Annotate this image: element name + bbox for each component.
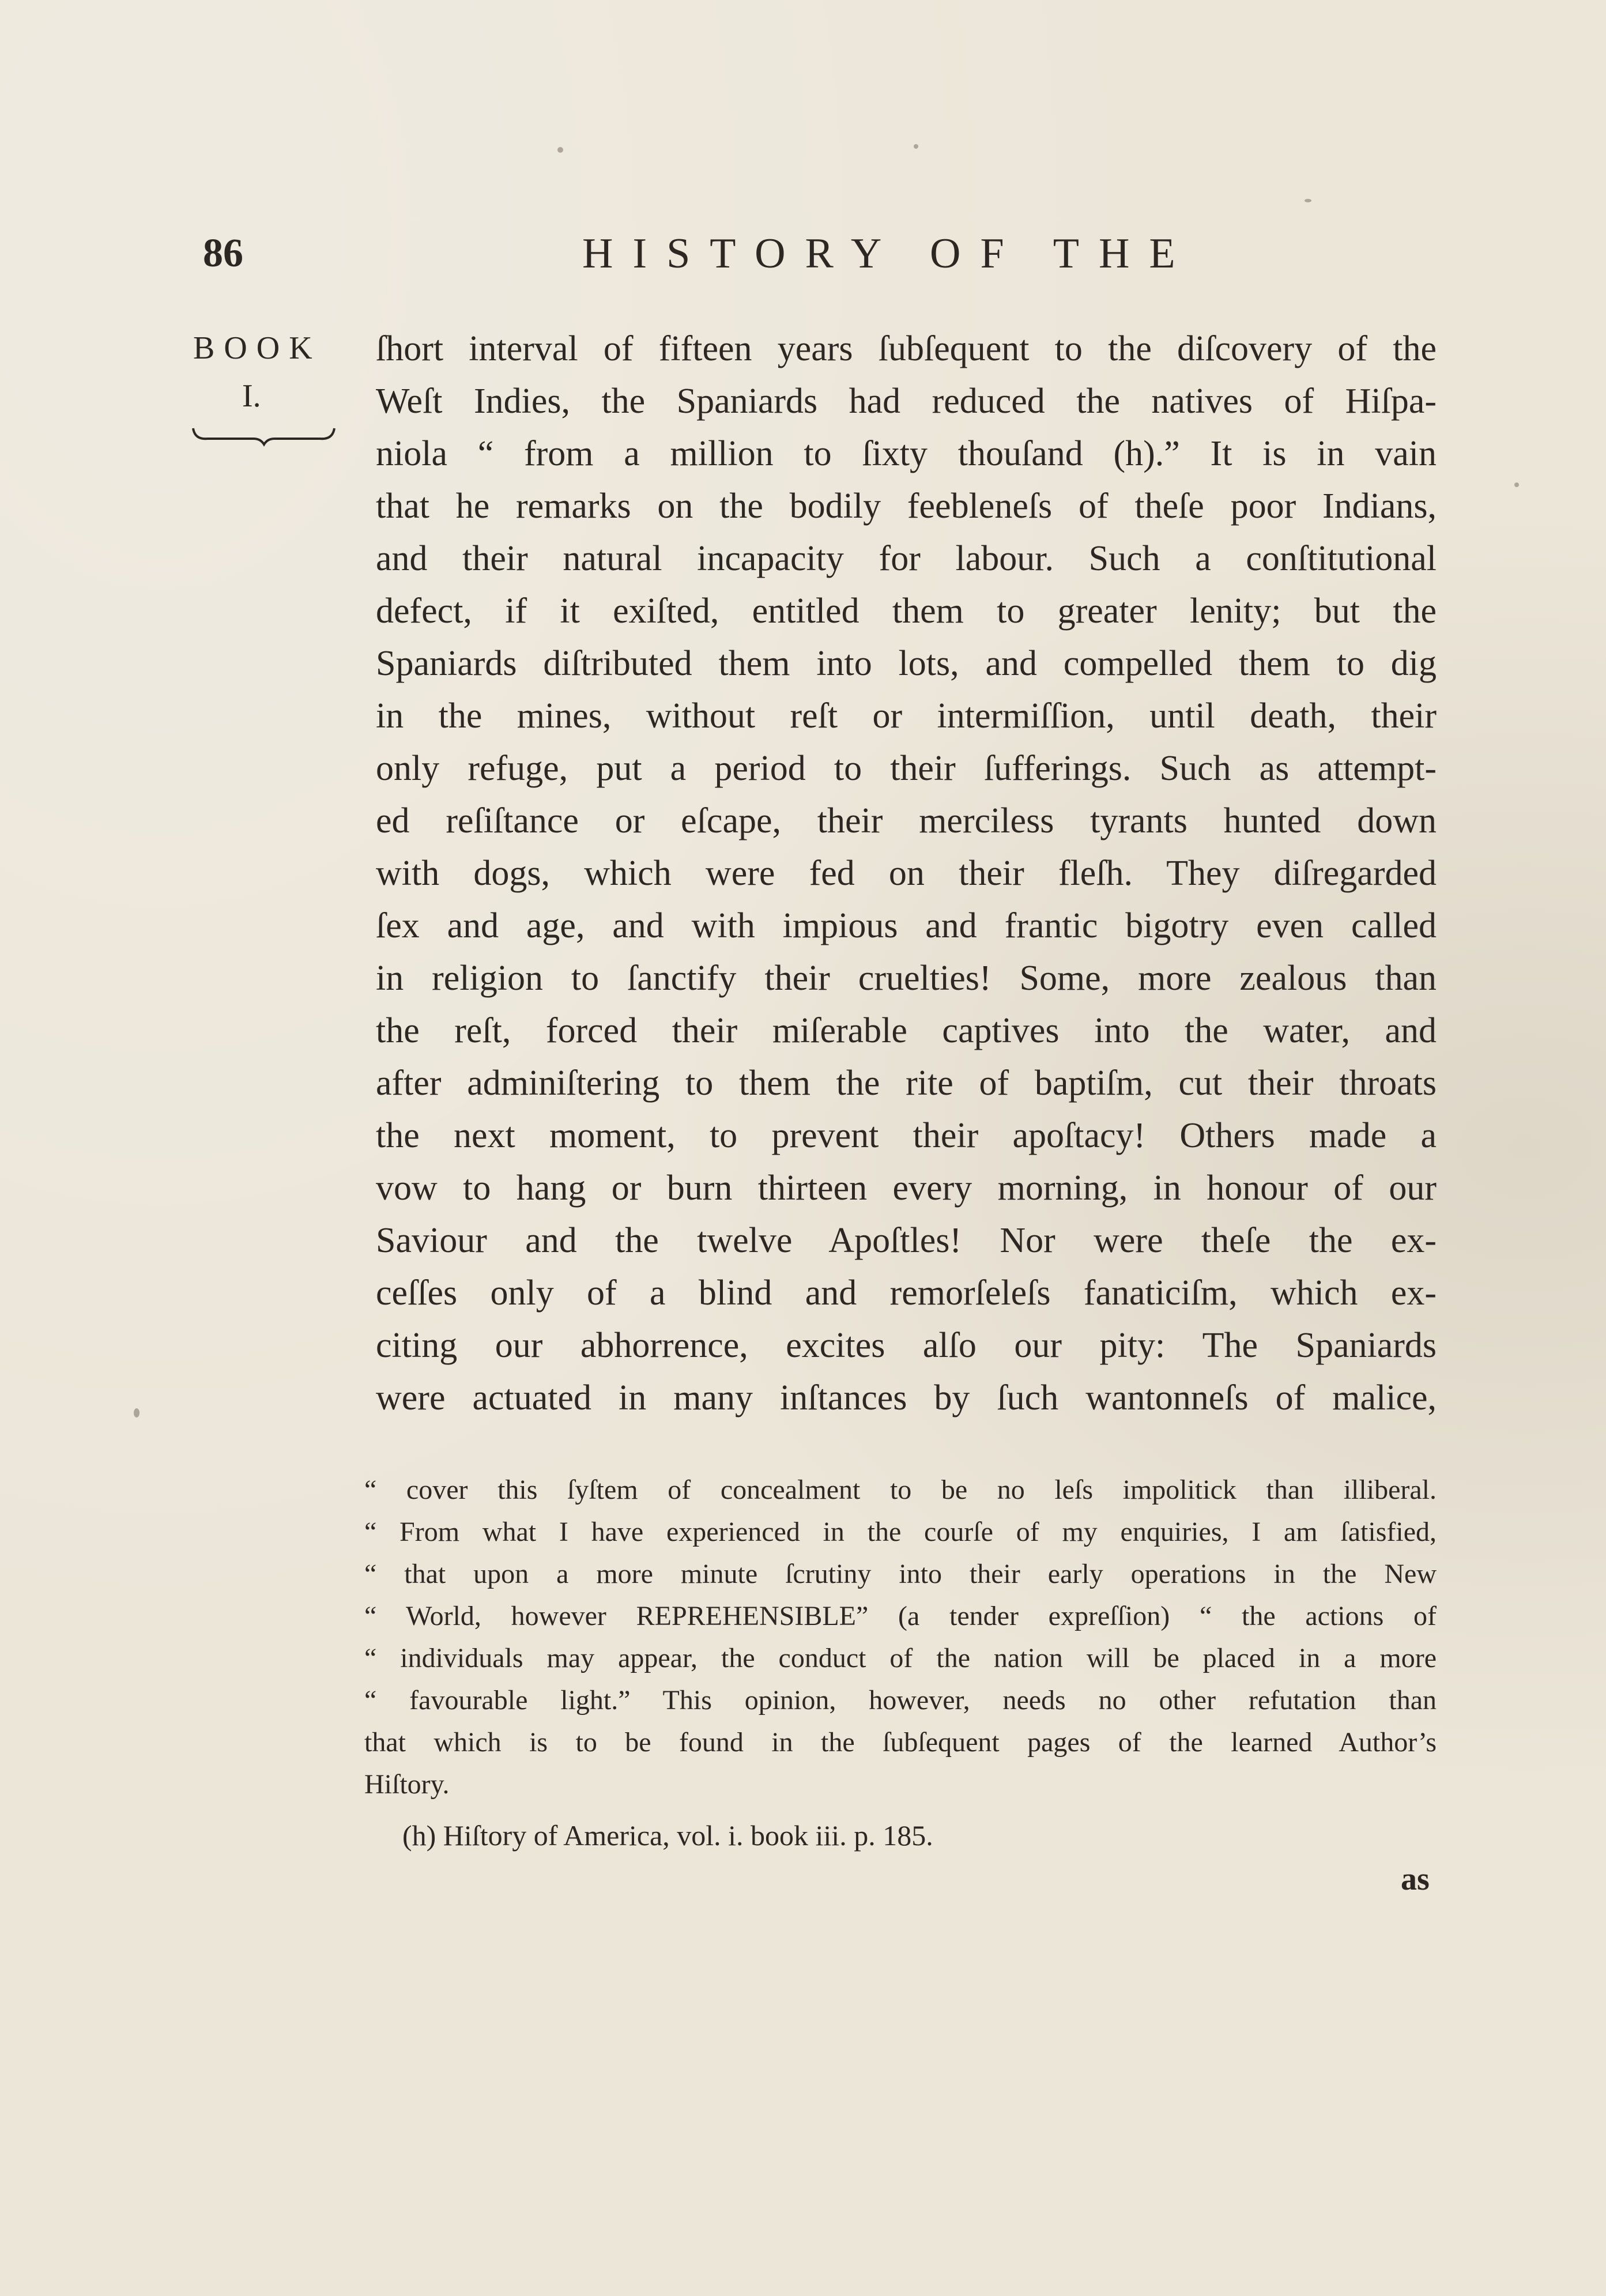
running-title: HISTORY OF THE <box>582 230 1195 277</box>
text-line: niola “ from a million to ſixty thouſand (h).” It is in vain <box>376 434 1437 473</box>
footnote-line: “ that upon a more minute ſcrutiny into their early operations in the New <box>364 1559 1437 1589</box>
text-line: defect, if it exiſted, entitled them to greater lenity; but the <box>376 591 1437 631</box>
text-line: after adminiſtering to them the rite of baptiſm, cut their throats <box>376 1064 1437 1103</box>
text-line: the next moment, to prevent their apoſtacy! Others made a <box>376 1116 1437 1155</box>
text-line: ſex and age, and with impious and frantic bigotry even called <box>376 906 1437 945</box>
paper-speck <box>1514 482 1519 487</box>
footnote-line: “ World, however REPREHENSIBLE” (a tender expreſſion) “ the actions of <box>364 1601 1437 1631</box>
paper-speck <box>134 1408 140 1417</box>
text-line: ceſſes only of a blind and remorſeleſs fanaticiſm, which ex- <box>376 1273 1437 1313</box>
footnote-reference: (h) Hiſtory of America, vol. i. book iii. p. 185. <box>402 1819 933 1852</box>
text-line: in the mines, without reſt or intermiſſion, until death, their <box>376 696 1437 736</box>
text-line: ſhort interval of fifteen years ſubſequent to the diſcovery of the <box>376 329 1437 368</box>
footnote-line: “ cover this ſyſtem of concealment to be no leſs impolitick than illiberal. <box>364 1475 1437 1505</box>
text-line: the reſt, forced their miſerable captives into the water, and <box>376 1011 1437 1050</box>
text-line: Spaniards diſtributed them into lots, and compelled them to dig <box>376 644 1437 683</box>
text-line: in religion to ſanctify their cruelties! Some, more zealous than <box>376 959 1437 998</box>
footnote-line: Hiſtory. <box>364 1769 450 1800</box>
text-line: and their natural incapacity for labour. Such a conſtitutional <box>376 539 1437 578</box>
footnote-line: “ favourable light.” This opinion, however, needs no other refutation than <box>364 1685 1437 1716</box>
text-line: ed reſiſtance or eſcape, their merciless tyrants hunted down <box>376 801 1437 840</box>
margin-book-number: I. <box>242 378 261 414</box>
paper-speck <box>1305 199 1311 202</box>
paper-speck <box>557 147 563 153</box>
text-line: were actuated in many inſtances by ſuch wantonneſs of malice, <box>376 1378 1437 1417</box>
text-line: with dogs, which were fed on their fleſh. They diſregarded <box>376 854 1437 893</box>
page-number: 86 <box>203 231 243 276</box>
footnote-line: that which is to be found in the ſubſequent pages of the learned Author’s <box>364 1727 1437 1758</box>
footnotes <box>364 1469 1437 1858</box>
text-line: Saviour and the twelve Apoſtles! Nor were theſe the ex- <box>376 1221 1437 1260</box>
footnote-line: “ individuals may appear, the conduct of the nation will be placed in a more <box>364 1643 1437 1673</box>
paper-speck <box>914 144 918 149</box>
text-line: only refuge, put a period to their ſufferings. Such as attempt- <box>376 749 1437 788</box>
margin-book-label: BOOK <box>193 330 322 366</box>
main-text <box>376 323 1437 1424</box>
margin-brace-ornament <box>190 424 337 447</box>
catchword: as <box>1401 1861 1430 1897</box>
footnote-line: “ From what I have experienced in the courſe of my enquiries, I am ſatisfied, <box>364 1517 1437 1547</box>
text-line: Weſt Indies, the Spaniards had reduced the natives of Hiſpa- <box>376 382 1437 421</box>
text-line: citing our abhorrence, excites alſo our pity: The Spaniards <box>376 1326 1437 1365</box>
text-line: that he remarks on the bodily feebleneſs of theſe poor Indians, <box>376 487 1437 526</box>
text-line: vow to hang or burn thirteen every morning, in honour of our <box>376 1168 1437 1208</box>
